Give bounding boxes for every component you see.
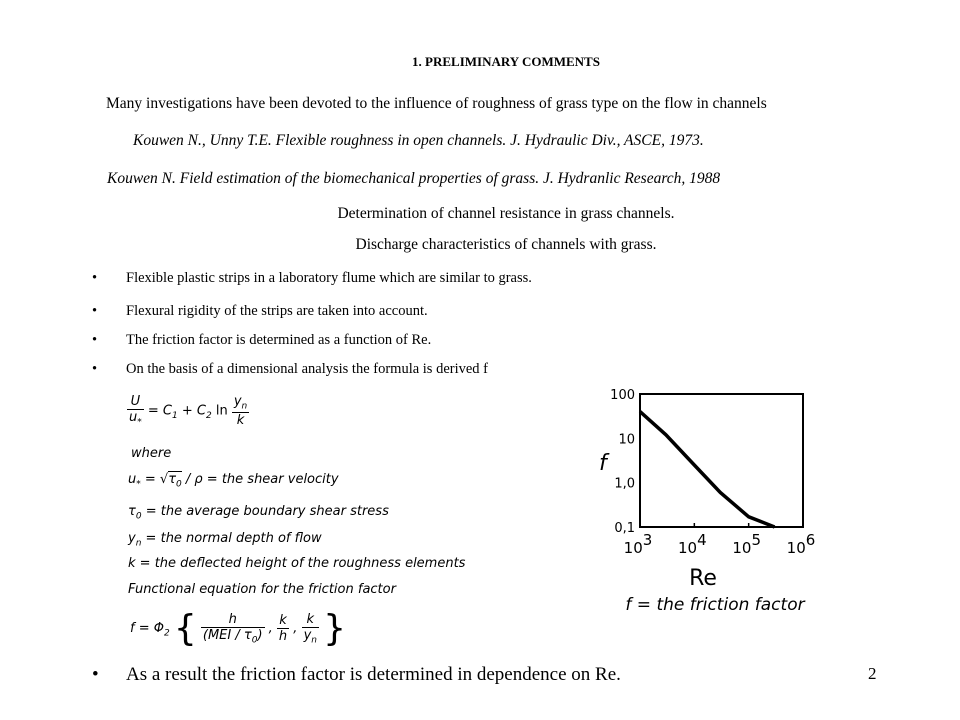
where-label: where bbox=[131, 446, 172, 461]
y-axis-label: f bbox=[599, 451, 607, 476]
conclusion-text: As a result the friction factor is determined in dependence on Re. bbox=[126, 664, 621, 685]
reference-1: Kouwen N., Unny T.E. Flexible roughness in open channels. J. Hydraulic Div., ASCE, 1973. bbox=[133, 132, 704, 149]
friction-factor-chart bbox=[585, 380, 845, 620]
x-tick-label: 105 bbox=[732, 531, 761, 557]
x-tick-exponent: 6 bbox=[805, 531, 816, 549]
bullet-text: The friction factor is determined as a function of Re. bbox=[126, 332, 432, 348]
formula-deflected-height: k = the deflected height of the roughness elements bbox=[128, 556, 466, 571]
bullet-item: • Flexible plastic strips in a laboratory flume which are similar to grass. bbox=[92, 270, 532, 286]
x-tick-label: 106 bbox=[786, 531, 816, 557]
bullet-item: • Flexural rigidity of the strips are taken into account. bbox=[92, 303, 428, 319]
reference-2: Kouwen N. Field estimation of the biomechanical properties of grass. J. Hydranlic Research, 1988 bbox=[107, 170, 721, 187]
y-tick-label: 100 bbox=[610, 388, 635, 403]
bullet-text: On the basis of a dimensional analysis the formula is derived f bbox=[126, 361, 489, 377]
bullet-item: • On the basis of a dimensional analysis the formula is derived f bbox=[92, 361, 489, 377]
topic-1: Determination of channel resistance in grass channels. bbox=[337, 205, 675, 222]
formula-shear-stress: $\tau_0$ = the average boundary shear stress bbox=[128, 504, 389, 522]
bullet-item: • The friction factor is determined as a function of Re. bbox=[92, 332, 432, 348]
formula-shear-velocity: $u_* = √\tau_0 / \rho$ = the shear velocity bbox=[128, 472, 339, 490]
page-title: 1. PRELIMINARY COMMENTS bbox=[412, 54, 600, 69]
functional-equation-label: Functional equation for the friction factor bbox=[128, 582, 396, 597]
page-number: 2 bbox=[868, 664, 877, 683]
x-tick-label: 103 bbox=[623, 531, 653, 557]
y-tick-label: 0,1 bbox=[614, 521, 635, 536]
x-tick-exponent: 3 bbox=[642, 531, 653, 549]
topic-2: Discharge characteristics of channels with grass. bbox=[355, 236, 657, 253]
chart-caption: f = the friction factor bbox=[625, 595, 805, 615]
intro-text: Many investigations have been devoted to the influence of roughness of grass type on the flow in channels bbox=[106, 95, 767, 112]
x-tick-exponent: 5 bbox=[751, 531, 761, 549]
bullet-text: Flexural rigidity of the strips are taken into account. bbox=[126, 303, 428, 319]
x-tick-label: 104 bbox=[678, 531, 707, 557]
chart-frame bbox=[640, 394, 803, 527]
y-tick-label: 10 bbox=[618, 432, 635, 448]
y-tick-label: 1,0 bbox=[614, 476, 635, 492]
formula-normal-depth: $y_n$ = the normal depth of flow bbox=[128, 531, 322, 549]
formula-friction-factor: $f = \Phi_2$ { $\frac{h}{(MEI / \tau_0)}$ , $\frac{k}{h}$ , $\frac{k}{y_n}$ } bbox=[130, 608, 347, 649]
bullet-text: Flexible plastic strips in a laboratory flume which are similar to grass. bbox=[126, 270, 532, 286]
x-tick-exponent: 4 bbox=[697, 531, 707, 549]
formula-log-law: $\frac{U}{u_*}$ = $C_1 + C_2$ ln $\frac{y_n}{k}$ bbox=[129, 394, 248, 428]
conclusion-item: • As a result the friction factor is determined in dependence on Re. bbox=[92, 664, 621, 685]
x-axis-label: Re bbox=[689, 566, 717, 591]
